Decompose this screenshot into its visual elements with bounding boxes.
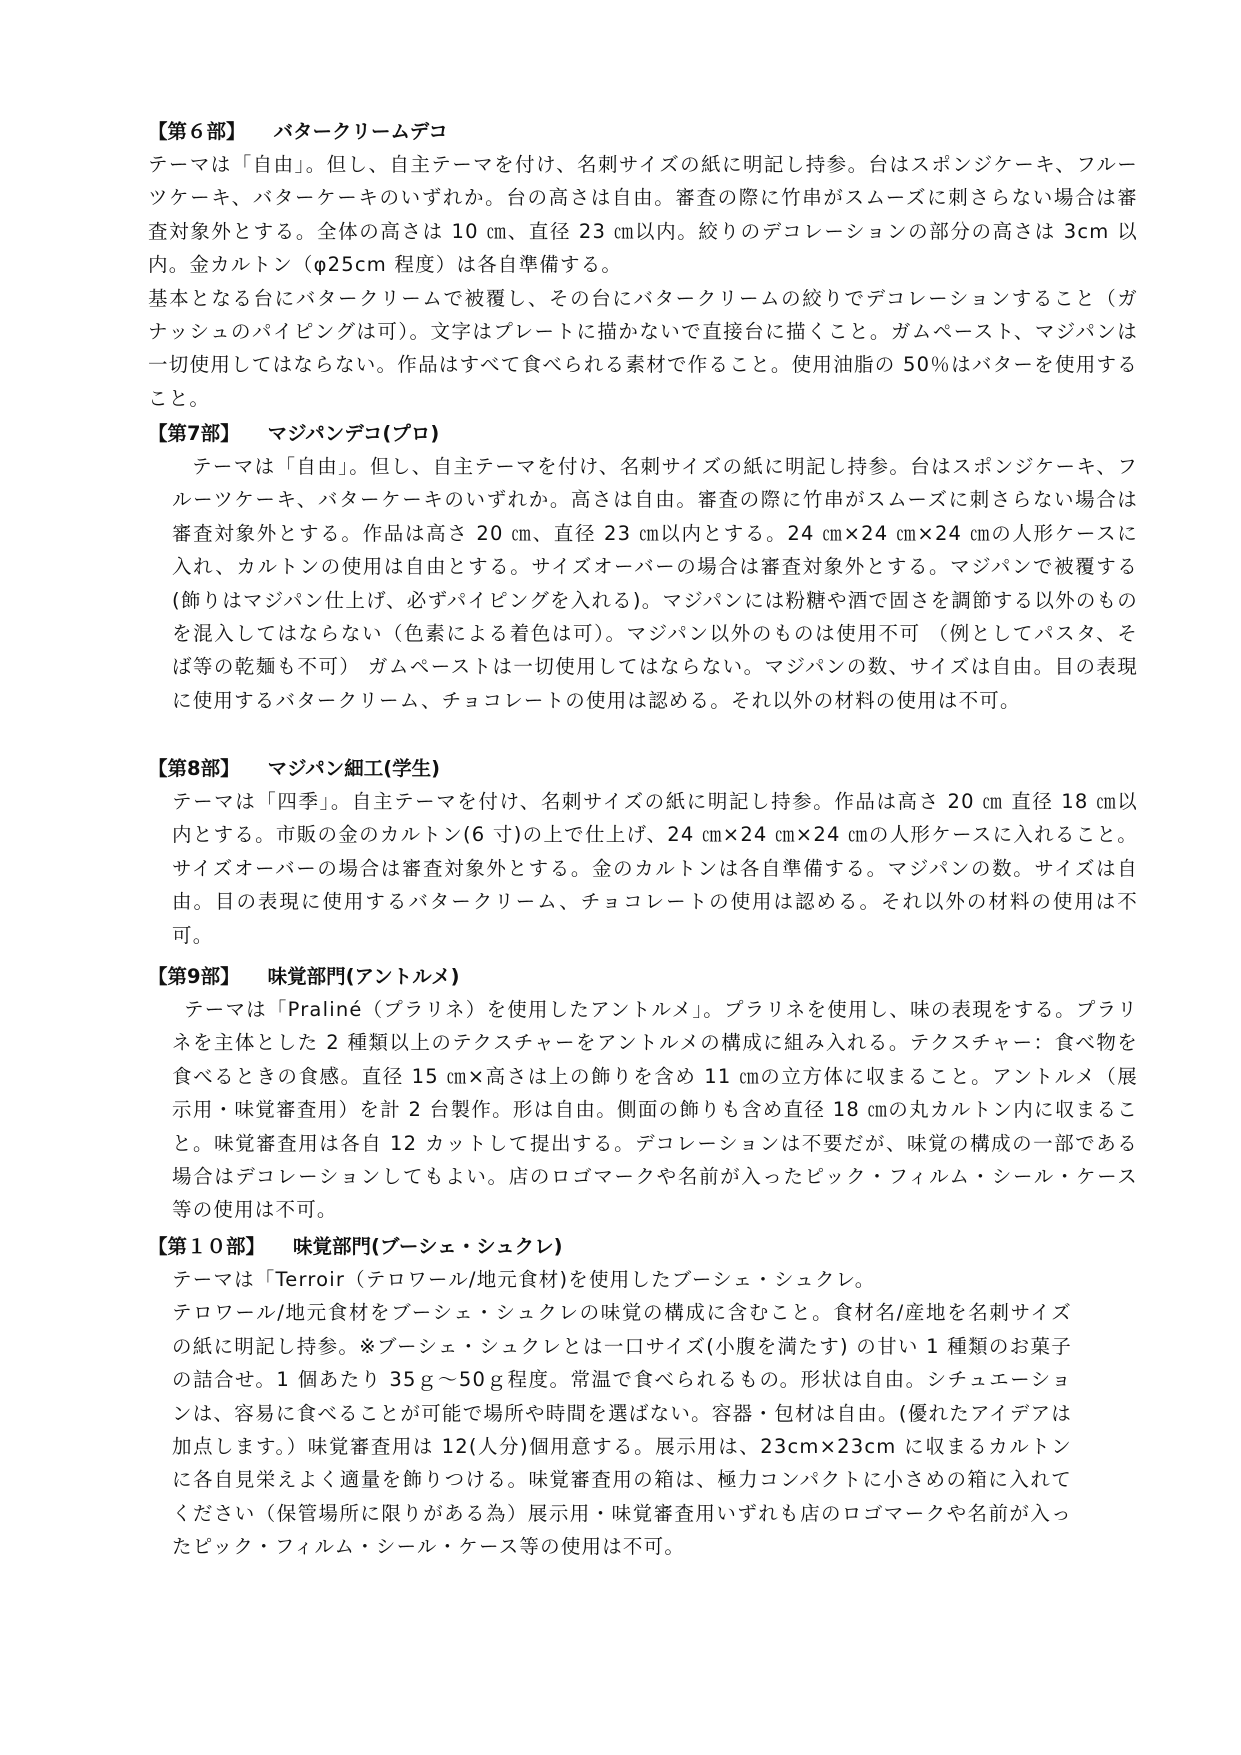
section-label: 【第7部】 xyxy=(148,422,240,445)
section-title: マジパン細工(学生) xyxy=(267,757,441,780)
section-title: 味覚部門(アントルメ) xyxy=(267,965,460,988)
section-heading xyxy=(148,753,1138,785)
section-label: 【第8部】 xyxy=(148,757,240,780)
section-8 xyxy=(148,753,1138,952)
paragraph: テーマは「自由」。但し、自主テーマを付け、名刺サイズの紙に明記し持参。台はスポンジケーキ、フルーツケーキ、バターケーキのいずれか。高さは自由。審査の際に竹串がスムーズに刺さらない場合は審査対象外とする。作品は高さ 20 ㎝、直径 23 ㎝以内とする。24 ㎝×24 ㎝×24 ㎝の人形ケースに入れ、カルトンの使用は自由とする。サイズオーバーの場合は審査対象外とする。マジパンで被覆する(飾りはマジパン仕上げ、必ずパイピングを入れる)。マジパンには粉糖や酒で固さを調節する以外のものを混入してはならない（色素による着色は可）。マジパン以外のものは使用不可 （例としてパスタ、そば等の乾麺も不可） ガムペーストは一切使用してはならない。マジパンの数、サイズは自由。目の表現に使用するバタークリーム、チョコレートの使用は認める。それ以外の材料の使用は不可。 xyxy=(172,455,1138,712)
section-heading xyxy=(148,961,1138,993)
section-body xyxy=(172,450,1138,717)
paragraph: テーマは「Praliné（プラリネ）を使用したアントルメ」。プラリネを使用し、味の表現をする。プラリネを主体とした 2 種類以上のテクスチャーをアントルメの構成に組み入れる。テクスチャー：食べ物を食べるときの食感。直径 15 ㎝×高さは上の飾りを含め 11 ㎝の立方体に収まること。アントルメ（展示用・味覚審査用）を計 2 台製作。形は自由。側面の飾りも含め直径 18 ㎝の丸カルトン内に収まること。味覚審査用は各自 12 カットして提出する。デコレーションは不要だが、味覚の構成の一部である場合はデコレーションしてもよい。店のロゴマークや名前が入ったピック・フィルム・シール・ケース等の使用は不可。 xyxy=(172,998,1138,1222)
paragraph: テーマは「四季」。自主テーマを付け、名刺サイズの紙に明記し持参。作品は高さ 20 ㎝ 直径 18 ㎝以内とする。市販の金のカルトン(6 寸)の上で仕上げ、24 ㎝×24 ㎝×24 ㎝の人形ケースに入れること。サイズオーバーの場合は審査対象外とする。金のカルトンは各自準備する。マジパンの数。サイズは自由。目の表現に使用するバタークリーム、チョコレートの使用は認める。それ以外の材料の使用は不可。 xyxy=(172,790,1138,947)
section-heading xyxy=(148,418,1138,450)
section-body xyxy=(172,1263,1072,1564)
section-9 xyxy=(148,961,1138,1227)
section-label: 【第9部】 xyxy=(148,965,240,988)
paragraph: テロワール/地元食材をブーシェ・シュクレの味覚の構成に含むこと。食材名/産地を名刺サイズの紙に明記し持参。※ブーシェ・シュクレとは一口サイズ(小腹を満たす) の甘い 1 種類のお菓子の詰合せ。1 個あたり 35ｇ～50ｇ程度。常温で食べられるもの。形状は自由。シチュエーションは、容易に食べることが可能で場所や時間を選ばない。容器・包材は自由。(優れたアイデアは加点します。）味覚審査用は 12(人分)個用意する。展示用は、23cm×23cm に収まるカルトンに各自見栄えよく適量を飾りつける。味覚審査用の箱は、極力コンパクトに小さめの箱に入れてください（保管場所に限りがある為）展示用・味覚審査用いずれも店のロゴマークや名前が入ったピック・フィルム・シール・ケース等の使用は不可。 xyxy=(172,1301,1072,1559)
section-body xyxy=(172,993,1138,1227)
section-6 xyxy=(148,116,1138,415)
section-label: 【第１０部】 xyxy=(148,1235,266,1258)
paragraph: テーマは「Terroir（テロワール/地元食材)を使用したブーシェ・シュクレ。 xyxy=(172,1268,876,1291)
section-body xyxy=(172,785,1138,952)
paragraph: 基本となる台にバタークリームで被覆し、その台にバタークリームの絞りでデコレーションすること（ガナッシュのパイピングは可）。文字はプレートに描かないで直接台に描くこと。ガムペースト、マジパンは一切使用してはならない。作品はすべて食べられる素材で作ること。使用油脂の 50％はバターを使用すること。 xyxy=(148,286,1138,410)
section-heading xyxy=(148,1231,1138,1263)
section-title: バタークリームデコ xyxy=(273,120,448,143)
section-title: マジパンデコ(プロ) xyxy=(267,422,440,445)
paragraph: テーマは「自由」。但し、自主テーマを付け、名刺サイズの紙に明記し持参。台はスポンジケーキ、フルーツケーキ、バターケーキのいずれか。台の高さは自由。審査の際に竹串がスムーズに刺さらない場合は審査対象外とする。全体の高さは 10 ㎝、直径 23 ㎝以内。絞りのデコレーションの部分の高さは 3cm 以内。金カルトン（φ25cm 程度）は各自準備する。 xyxy=(148,153,1138,277)
section-label: 【第６部】 xyxy=(148,120,246,143)
section-title: 味覚部門(ブーシェ・シュクレ) xyxy=(293,1235,563,1258)
section-body xyxy=(148,148,1138,415)
section-heading xyxy=(148,116,1138,148)
section-7 xyxy=(148,418,1138,717)
section-10 xyxy=(148,1231,1138,1564)
